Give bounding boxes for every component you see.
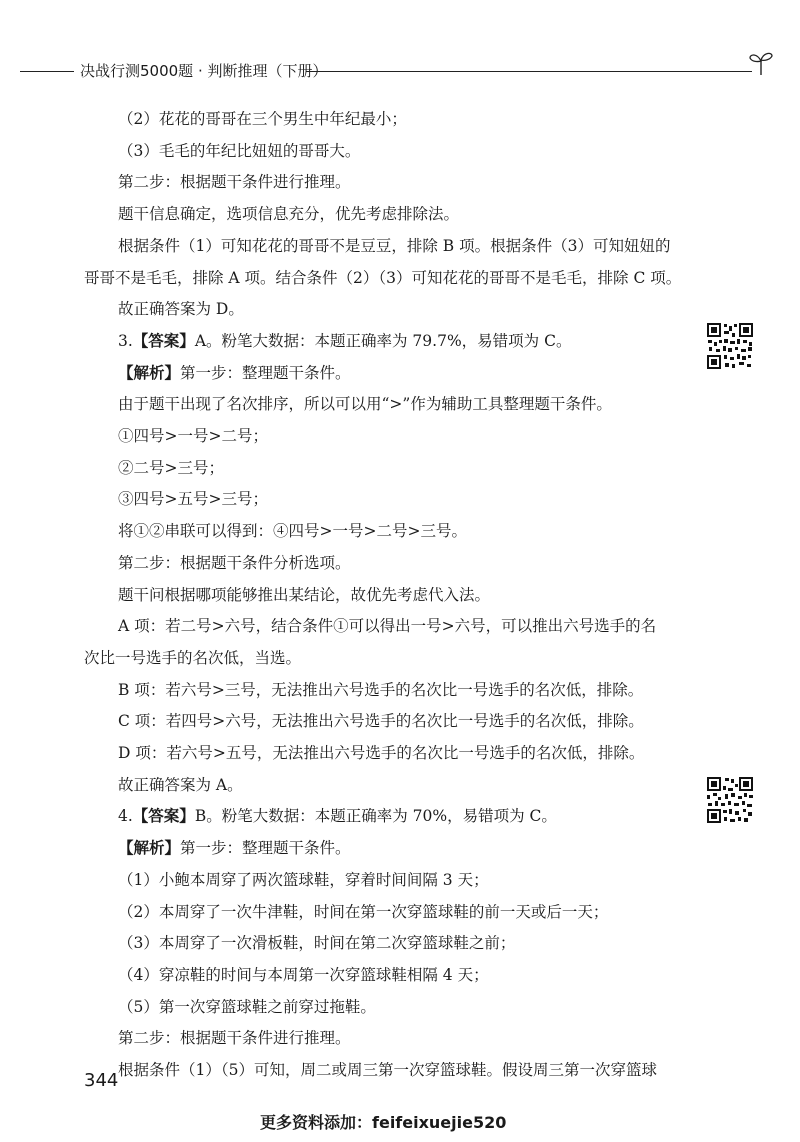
text-line: 根据条件（1）可知花花的哥哥不是豆豆，排除 B 项。根据条件（3）可知妞妞的 [118, 236, 671, 255]
text-line: 根据条件（1）（5）可知，周二或周三第一次穿篮球鞋。假设周三第一次穿篮球 [118, 1061, 657, 1080]
book-title: 决战行测5000题 · 判断推理（下册） [80, 62, 328, 80]
text-line: （3）本周穿了一次滑板鞋，时间在第二次穿篮球鞋之前； [118, 934, 516, 953]
text-line: ②二号>三号； [118, 458, 224, 477]
section-label: 【答案】 [132, 807, 195, 826]
header-rule-right [306, 71, 752, 72]
text-line: （2）本周穿了一次牛津鞋，时间在第一次穿篮球鞋的前一天或后一天； [118, 902, 609, 921]
answer-explanations [84, 104, 684, 1087]
header-rule-left [20, 71, 74, 72]
text-line: 由于题干出现了名次排序，所以可以用“>”作为辅助工具整理题干条件。 [118, 395, 612, 414]
text-line [84, 358, 684, 390]
text-line: 故正确答案为 A。 [118, 775, 243, 794]
line-text: 第一步：整理题干条件。 [180, 839, 351, 858]
question-number: 4. [118, 807, 133, 826]
footer-note: 更多资料添加：feifeixuejie520 [260, 1113, 507, 1132]
text-line: B 项：若六号>三号，无法推出六号选手的名次比一号选手的名次低，排除。 [118, 680, 644, 699]
text-line: 第二步：根据题干条件进行推理。 [118, 1029, 351, 1048]
line-text: A。粉笔大数据：本题正确率为 79.7%，易错项为 C。 [194, 331, 572, 350]
text-line: （5）第一次穿篮球鞋之前穿过拖鞋。 [118, 997, 376, 1016]
text-line: 题干信息确定，选项信息充分，优先考虑排除法。 [118, 205, 460, 224]
text-line: （4）穿凉鞋的时间与本周第一次穿篮球鞋相隔 4 天； [118, 965, 489, 984]
text-line: A 项：若二号>六号，结合条件①可以得出一号>六号，可以推出六号选手的名 [118, 617, 657, 636]
text-line: D 项：若六号>五号，无法推出六号选手的名次比一号选手的名次低，排除。 [118, 744, 645, 763]
section-label: 【解析】 [118, 363, 181, 382]
text-line: （3）毛毛的年纪比妞妞的哥哥大。 [118, 141, 361, 160]
page-number: 344 [84, 1070, 119, 1091]
question-number: 3. [118, 331, 133, 350]
text-line: 故正确答案为 D。 [118, 300, 244, 319]
text-line: 哥哥不是毛毛，排除 A 项。结合条件（2）（3）可知花花的哥哥不是毛毛，排除 C 项。 [84, 268, 682, 287]
text-line: 将①②串联可以得到：④四号>一号>二号>三号。 [118, 522, 467, 541]
text-line: 次比一号选手的名次低，当选。 [84, 648, 302, 667]
text-line: 第二步：根据题干条件进行推理。 [118, 173, 351, 192]
text-line: 第二步：根据题干条件分析选项。 [118, 553, 351, 572]
text-line [84, 801, 684, 833]
text-line: C 项：若四号>六号，无法推出六号选手的名次比一号选手的名次低，排除。 [118, 712, 644, 731]
text-line: 题干问根据哪项能够推出某结论，故优先考虑代入法。 [118, 585, 491, 604]
line-text: B。粉笔大数据：本题正确率为 70%，易错项为 C。 [194, 807, 557, 826]
text-line: （2）花花的哥哥在三个男生中年纪最小； [118, 110, 407, 128]
text-line: （1）小鲍本周穿了两次篮球鞋，穿着时间间隔 3 天； [118, 870, 489, 889]
text-line [84, 833, 684, 865]
line-text: 第一步：整理题干条件。 [180, 363, 351, 382]
text-line [84, 326, 684, 358]
qr-code-icon[interactable] [706, 322, 754, 370]
text-line: ①四号>一号>二号； [118, 427, 268, 446]
text-line: ③四号>五号>三号； [118, 490, 268, 509]
section-label: 【解析】 [118, 839, 181, 858]
qr-code-icon[interactable] [706, 776, 754, 824]
running-header [20, 60, 780, 84]
section-label: 【答案】 [132, 331, 195, 350]
sprout-icon [748, 48, 774, 76]
